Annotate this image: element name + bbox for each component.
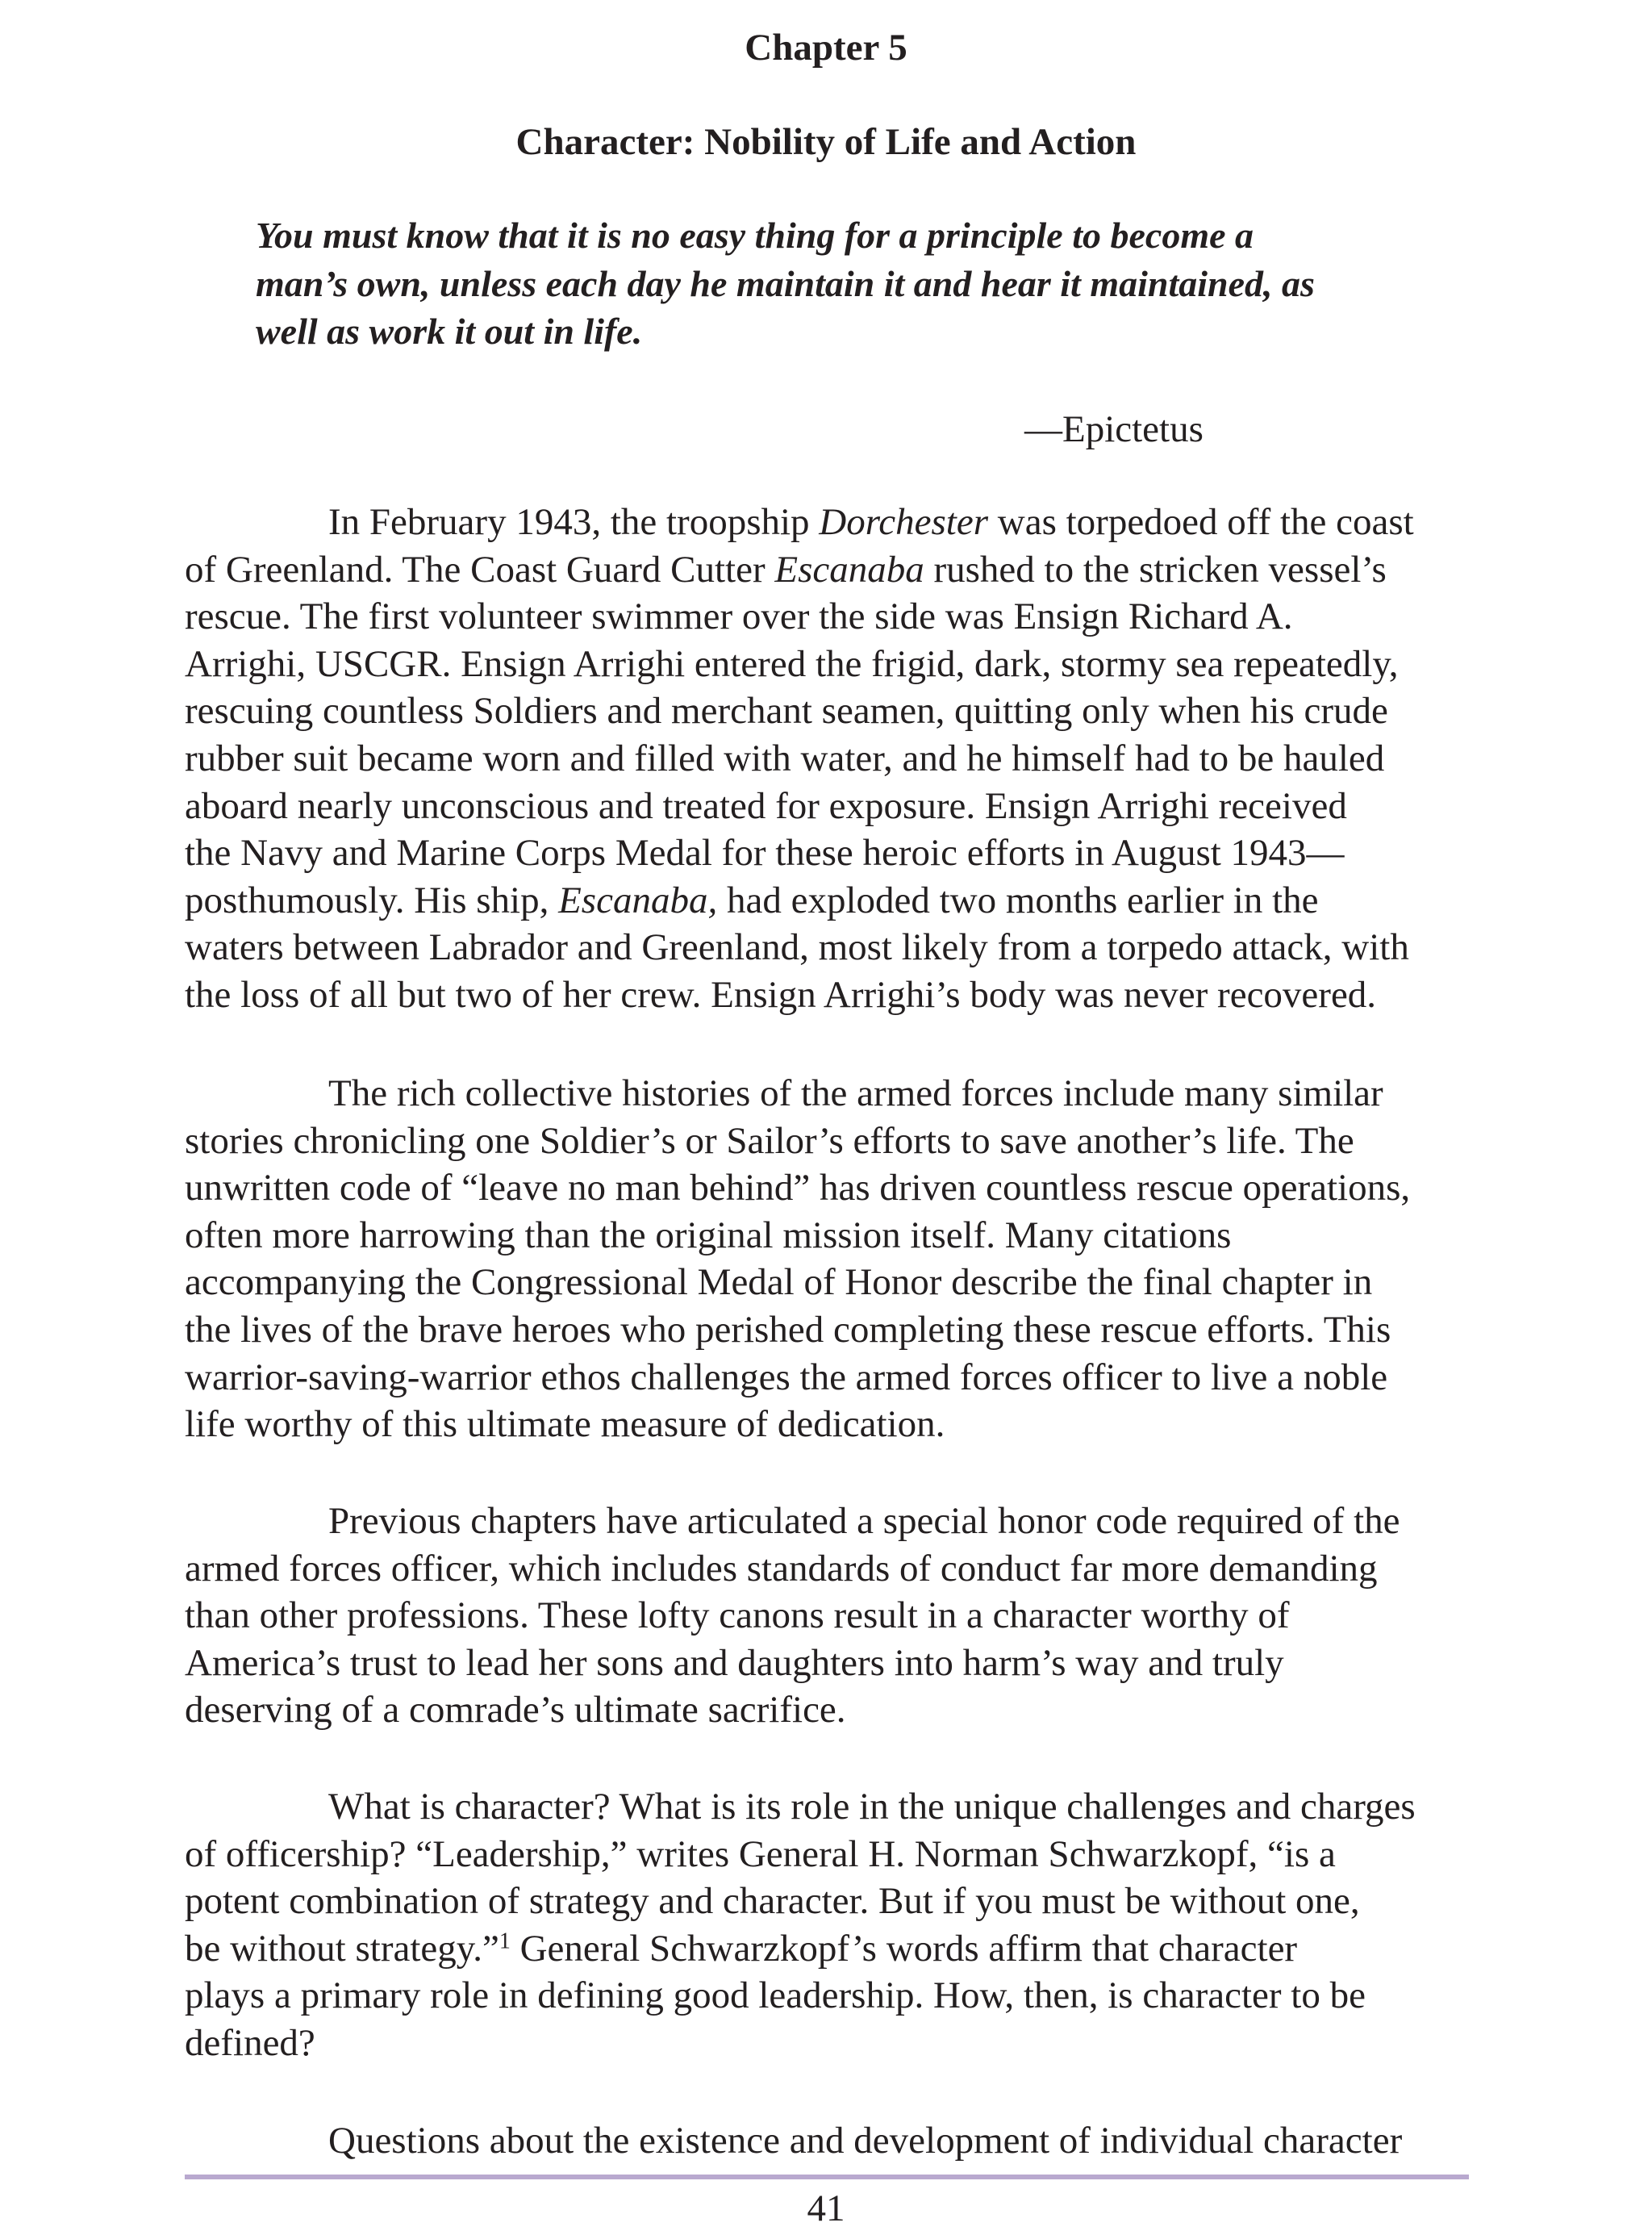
text-line: America’s trust to lead her sons and daughters into harm’s way and truly xyxy=(185,1641,1284,1684)
ship-name: Dorchester xyxy=(819,501,989,543)
epigraph-line: well as work it out in life. xyxy=(256,311,643,352)
ship-name: Escanaba xyxy=(774,548,924,591)
text-line: stories chronicling one Soldier’s or Sailor’s efforts to save another’s life. The xyxy=(185,1119,1354,1162)
text-line: rubber suit became worn and filled with water, and he himself had to be hauled xyxy=(185,737,1385,779)
text-line: posthumously. His ship, Escanaba, had exploded two months earlier in the xyxy=(185,879,1319,921)
body-paragraph xyxy=(185,1498,1467,1734)
body-paragraph xyxy=(185,499,1467,1019)
body-paragraph xyxy=(185,1783,1467,2067)
text-line: the loss of all but two of her crew. Ensign Arrighi’s body was never recovered. xyxy=(185,973,1377,1016)
text-line: life worthy of this ultimate measure of dedication. xyxy=(185,1403,945,1446)
text-line: What is character? What is its role in the unique challenges and charges xyxy=(328,1786,1416,1828)
text-line: Questions about the existence and development of individual character xyxy=(328,2120,1403,2162)
text-line: be without strategy.”$^1$ General Schwarzkopf’s words affirm that character xyxy=(185,1927,1298,1970)
text-line: waters between Labrador and Greenland, most likely from a torpedo attack, with xyxy=(185,926,1409,969)
text-line: armed forces officer, which includes standards of conduct far more demanding xyxy=(185,1547,1378,1590)
text-line: Arrighi, USCGR. Ensign Arrighi entered the frigid, dark, stormy sea repeatedly, xyxy=(185,642,1399,685)
text-line: unwritten code of “leave no man behind” has driven countless rescue operations, xyxy=(185,1167,1411,1210)
text-line: potent combination of strategy and character. But if you must be without one, xyxy=(185,1880,1360,1923)
text-line: accompanying the Congressional Medal of Honor describe the final chapter in xyxy=(185,1261,1373,1304)
text-line: the lives of the brave heroes who perished completing these rescue efforts. This xyxy=(185,1308,1391,1351)
epigraph-attribution: —Epictetus xyxy=(1024,408,1204,450)
text-line: rescuing countless Soldiers and merchant seamen, quitting only when his crude xyxy=(185,690,1388,733)
text-line: defined? xyxy=(185,2021,315,2064)
text-line: In February 1943, the troopship Dorchester was torpedoed off the coast xyxy=(328,501,1414,543)
ship-name: Escanaba, xyxy=(558,879,718,921)
text-line: plays a primary role in defining good leadership. How, then, is character to be xyxy=(185,1974,1366,2017)
chapter-title: Character: Nobility of Life and Action xyxy=(515,121,1137,163)
text-line: often more harrowing than the original mission itself. Many citations xyxy=(185,1214,1232,1256)
text-line: than other professions. These lofty canons result in a character worthy of xyxy=(185,1594,1290,1637)
chapter-number: Chapter 5 xyxy=(745,27,907,69)
text-line: The rich collective histories of the armed forces include many similar xyxy=(328,1072,1383,1114)
text-line: deserving of a comrade’s ultimate sacrifice. xyxy=(185,1689,846,1732)
text-line: the Navy and Marine Corps Medal for these heroic efforts in August 1943— xyxy=(185,832,1345,875)
text-line: rescue. The first volunteer swimmer over the side was Ensign Richard A. xyxy=(185,595,1293,638)
epigraph-quote xyxy=(256,211,1450,356)
body-paragraph xyxy=(185,2117,1467,2165)
epigraph-line: You must know that it is no easy thing for a principle to become a xyxy=(256,215,1254,256)
text-line: Previous chapters have articulated a special honor code required of the xyxy=(328,1500,1400,1542)
text-line: of officership? “Leadership,” writes General H. Norman Schwarzkopf, “is a xyxy=(185,1832,1336,1875)
page-number: 41 xyxy=(807,2187,845,2229)
text-line: warrior-saving-warrior ethos challenges the armed forces officer to live a noble xyxy=(185,1356,1388,1398)
text-line: aboard nearly unconscious and treated for exposure. Ensign Arrighi received xyxy=(185,784,1347,827)
text-line: of Greenland. The Coast Guard Cutter Escanaba rushed to the stricken vessel’s xyxy=(185,548,1387,591)
footer-rule xyxy=(185,2175,1469,2179)
body-paragraph xyxy=(185,1070,1467,1448)
footnote-reference[interactable]: 1 xyxy=(499,1928,511,1954)
epigraph-line: man’s own, unless each day he maintain it and hear it maintained, as xyxy=(256,262,1315,304)
